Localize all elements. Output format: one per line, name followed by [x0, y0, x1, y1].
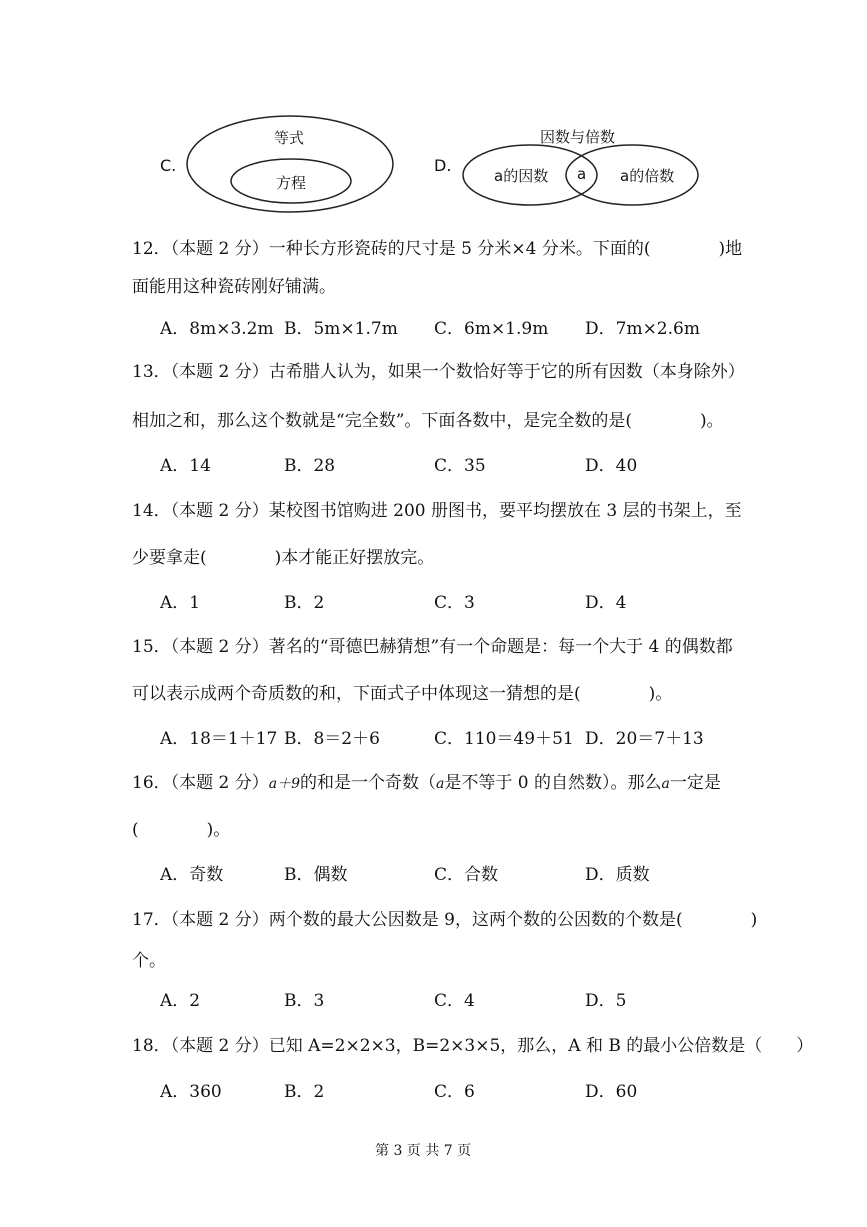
q16-prefix: 16．（本题 2 分）: [132, 773, 269, 793]
question-17-line1: 17．（本题 2 分）两个数的最大公因数是 9，这两个数的公因数的个数是( ): [132, 910, 758, 930]
q13-option-b[interactable]: B．28: [284, 456, 336, 476]
q15-option-d[interactable]: D．20＝7＋13: [585, 729, 704, 749]
question-12-line2: 面能用这种瓷砖刚好铺满。: [132, 277, 336, 297]
q17-option-c[interactable]: C．4: [434, 991, 475, 1011]
outer-ellipse-label: 等式: [274, 129, 305, 147]
q16-option-c[interactable]: C．合数: [434, 865, 499, 885]
q14-option-c[interactable]: C．3: [434, 593, 475, 613]
q16-option-d[interactable]: D．质数: [585, 865, 650, 885]
q13-option-c[interactable]: C．35: [434, 456, 486, 476]
q18-option-c[interactable]: C．6: [434, 1082, 475, 1102]
q16-option-b[interactable]: B．偶数: [284, 865, 348, 885]
q12-option-a[interactable]: A．8m×3.2m: [160, 319, 274, 339]
q16-option-a[interactable]: A．奇数: [160, 865, 224, 885]
q18-option-a[interactable]: A．360: [160, 1082, 222, 1102]
q17-option-b[interactable]: B．3: [284, 991, 325, 1011]
question-17-line2: 个。: [132, 951, 166, 971]
q14-option-b[interactable]: B．2: [284, 593, 325, 613]
option-d-label: D.: [434, 156, 452, 175]
q13-option-a[interactable]: A．14: [160, 456, 211, 476]
question-16-line1: [132, 768, 721, 793]
q14-option-a[interactable]: A．1: [160, 593, 201, 613]
question-13-line1: 13．（本题 2 分）古希腊人认为，如果一个数恰好等于它的所有因数（本身除外）: [132, 362, 745, 382]
q16-text-b: 的和是一个奇数（: [300, 773, 437, 793]
q16-math-expression: a＋9: [268, 776, 301, 792]
q18-option-d[interactable]: D．60: [585, 1082, 638, 1102]
q12-option-c[interactable]: C．6m×1.9m: [434, 319, 549, 339]
q13-option-d[interactable]: D．40: [585, 456, 638, 476]
q16-variable-a-2: a: [661, 776, 670, 792]
factors-label: a的因数: [494, 167, 549, 185]
q12-option-d[interactable]: D．7m×2.6m: [585, 319, 700, 339]
q17-option-a[interactable]: A．2: [160, 991, 201, 1011]
venn-diagram-c: [180, 108, 400, 218]
q14-option-d[interactable]: D．4: [585, 593, 627, 613]
option-c-label: C.: [160, 156, 177, 175]
question-13-line2: 相加之和，那么这个数就是“完全数”。下面各数中，是完全数的是( )。: [132, 411, 724, 431]
diagram-d-title: 因数与倍数: [540, 128, 616, 146]
question-14-line1: 14．（本题 2 分）某校图书馆购进 200 册图书，要平均摆放在 3 层的书架上，至: [132, 501, 742, 521]
q18-option-b[interactable]: B．2: [284, 1082, 325, 1102]
q16-text-d: 一定是: [669, 773, 721, 793]
question-14-line2: 少要拿走( )本才能正好摆放完。: [132, 548, 435, 568]
q17-option-d[interactable]: D．5: [585, 991, 627, 1011]
inner-ellipse-label: 方程: [276, 174, 307, 192]
question-15-line1: 15．（本题 2 分）著名的“哥德巴赫猜想”有一个命题是：每一个大于 4 的偶数都: [132, 637, 733, 657]
intersection-label: a: [577, 165, 587, 183]
multiples-label: a的倍数: [620, 167, 675, 185]
q12-option-b[interactable]: B．5m×1.7m: [284, 319, 398, 339]
question-16-line2: ( )。: [132, 820, 231, 840]
q15-option-c[interactable]: C．110＝49＋51: [434, 729, 574, 749]
q16-variable-a: a: [436, 776, 445, 792]
question-18-line1: 18．（本题 2 分）已知 A=2×2×3，B=2×3×5，那么，A 和 B 的最小公倍数是（ ）: [132, 1036, 814, 1056]
question-12-line1: 12．（本题 2 分）一种长方形瓷砖的尺寸是 5 分米×4 分米。下面的( )地: [132, 239, 743, 259]
q15-option-b[interactable]: B．8＝2＋6: [284, 729, 380, 749]
q15-option-a[interactable]: A．18＝1＋17: [160, 729, 278, 749]
question-15-line2: 可以表示成两个奇质数的和，下面式子中体现这一猜想的是( )。: [132, 684, 673, 704]
q16-text-c: 是不等于 0 的自然数）。那么: [444, 773, 662, 793]
page-number-footer: 第 3 页 共 7 页: [375, 1143, 472, 1159]
